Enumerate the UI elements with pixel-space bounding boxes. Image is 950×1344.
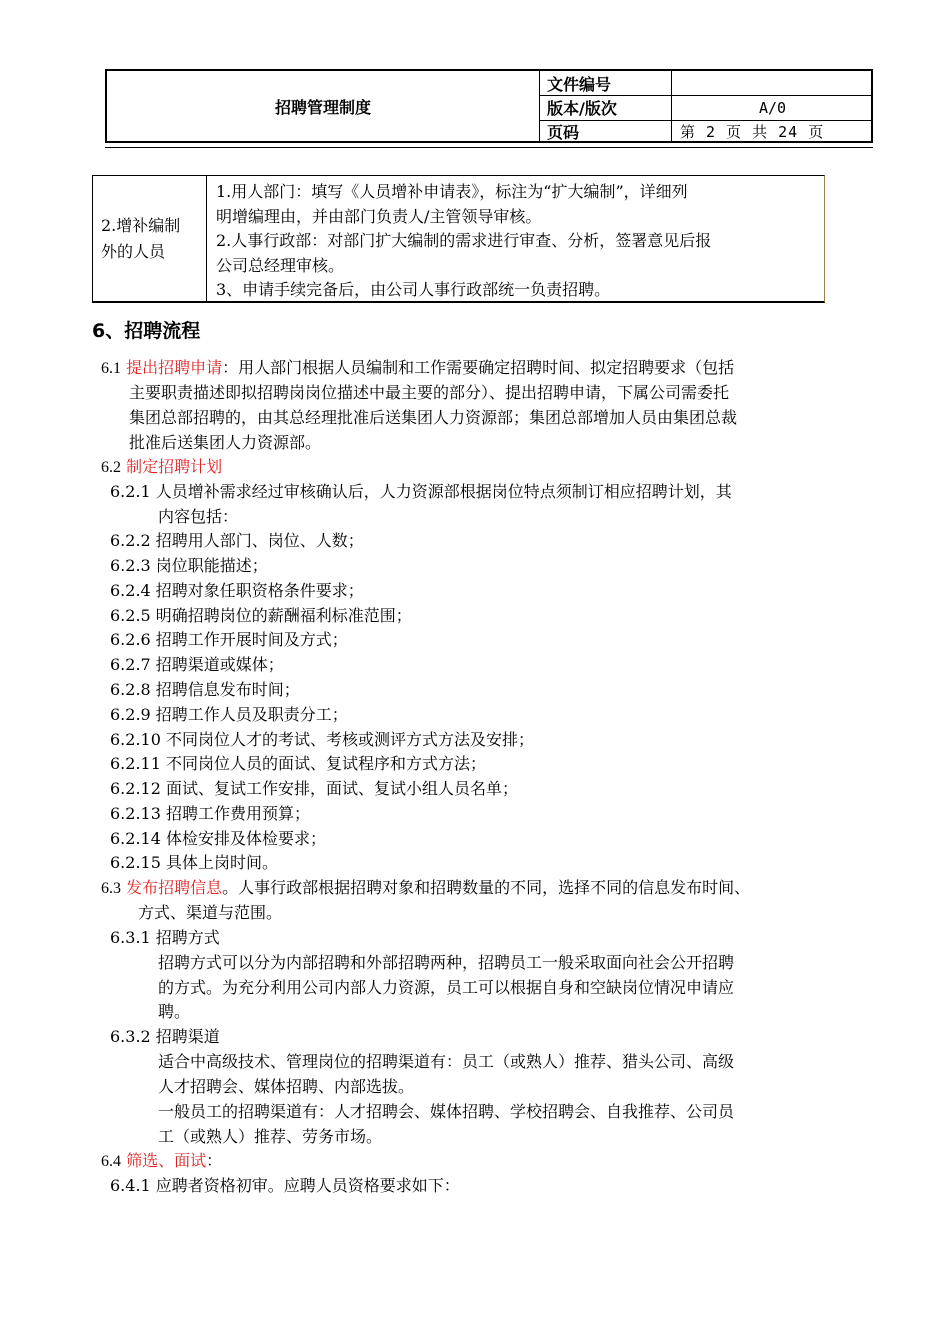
- list-item: 6.2.7 招聘渠道或媒体；: [110, 655, 284, 674]
- para-6-1-line: 主要职责描述即拟招聘岗岗位描述中最主要的部分）、提出招聘申请，下属公司需委托: [129, 383, 730, 402]
- document-title: 招聘管理制度: [107, 71, 540, 141]
- para-6-2-heading: [101, 455, 222, 480]
- doc-no-value: [672, 71, 873, 95]
- table-right-line: 明增编理由，并由部门负责人/主管领导审核。: [216, 206, 542, 226]
- list-item: 内容包括：: [158, 507, 239, 526]
- item-text: 。人事行政部根据招聘对象和招聘数量的不同，选择不同的信息发布时间、: [222, 878, 751, 897]
- paragraph-line: 一般员工的招聘渠道有：人才招聘会、媒体招聘、学校招聘会、自我推荐、公司员: [158, 1102, 735, 1121]
- paragraph-line: 聘。: [158, 1002, 191, 1021]
- list-item: 6.2.3 岗位职能描述；: [110, 556, 268, 575]
- list-item: 6.3.1 招聘方式: [110, 928, 220, 947]
- header-row-doc-no: [539, 71, 873, 96]
- table-right-line: 3、申请手续完备后，由公司人事行政部统一负责招聘。: [216, 280, 611, 299]
- para-6-1-line: [101, 356, 734, 381]
- table-left-cell: [93, 176, 207, 301]
- page-label: 页码: [539, 120, 672, 143]
- item-number: 6.1: [101, 360, 121, 377]
- list-item: 6.2.13 招聘工作费用预算；: [110, 804, 310, 823]
- list-item: 6.2.9 招聘工作人员及职责分工；: [110, 705, 348, 724]
- item-number: 6.2: [101, 459, 121, 476]
- item-number: 6.3: [101, 880, 121, 897]
- para-6-3-line: 方式、渠道与范围。: [138, 903, 283, 922]
- list-item: 6.2.10 不同岗位人才的考试、考核或测评方式方法及安排；: [110, 730, 534, 749]
- list-item: 6.2.2 招聘用人部门、岗位、人数；: [110, 531, 364, 550]
- table-right-line: 1.用人部门：填写《人员增补申请表》，标注为“扩大编制”，详细列: [216, 182, 688, 201]
- section-title: 6、招聘流程: [92, 320, 201, 342]
- item-keyword: 制定招聘计划: [126, 457, 223, 476]
- list-item: 6.2.15 具体上岗时间。: [110, 853, 278, 872]
- paragraph-line: 人才招聘会、媒体招聘、内部选拔。: [158, 1077, 415, 1096]
- list-item: 6.2.1 人员增补需求经过审核确认后，人力资源部根据岗位特点须制订相应招聘计划，其: [110, 482, 732, 501]
- paragraph-line: 的方式。为充分利用公司内部人力资源，员工可以根据自身和空缺岗位情况申请应: [158, 978, 735, 997]
- header-row-page: [539, 120, 873, 143]
- para-6-1-line: 集团总部招聘的，由其总经理批准后送集团人力资源部；集团总部增加人员由集团总裁: [129, 408, 738, 427]
- document-header-table: [105, 69, 873, 143]
- item-text: ：: [206, 1151, 223, 1170]
- list-item: 6.2.11 不同岗位人员的面试、复试程序和方式方法；: [110, 754, 486, 773]
- list-item: 6.4.1 应聘者资格初审。应聘人员资格要求如下：: [110, 1176, 460, 1195]
- supplement-table: [92, 175, 825, 303]
- para-6-3-line: [101, 876, 750, 901]
- version-label: 版本/版次: [539, 95, 672, 120]
- paragraph-line: 工（或熟人）推荐、劳务市场。: [158, 1127, 383, 1146]
- list-item: 6.3.2 招聘渠道: [110, 1027, 220, 1046]
- item-keyword: 提出招聘申请: [126, 358, 223, 377]
- para-6-4-heading: [101, 1149, 222, 1174]
- doc-no-label: 文件编号: [539, 71, 672, 95]
- table-right-cell: [207, 176, 824, 303]
- item-text: ：用人部门根据人员编制和工作需要确定招聘时间、拟定招聘要求（包括: [222, 358, 735, 377]
- table-left-line: 外的人员: [101, 242, 166, 261]
- page-value: 第 2 页 共 24 页: [680, 123, 825, 141]
- item-number: 6.4: [101, 1153, 121, 1170]
- list-item: 6.2.12 面试、复试工作安排，面试、复试小组人员名单；: [110, 779, 518, 798]
- item-keyword: 发布招聘信息: [126, 878, 223, 897]
- paragraph-line: 招聘方式可以分为内部招聘和外部招聘两种，招聘员工一般采取面向社会公开招聘: [158, 953, 735, 972]
- item-keyword: 筛选、面试: [126, 1151, 207, 1170]
- para-6-1-line: 批准后送集团人力资源部。: [129, 433, 322, 452]
- list-item: 6.2.14 体检安排及体检要求；: [110, 829, 326, 848]
- header-divider: [105, 147, 873, 148]
- list-item: 6.2.8 招聘信息发布时间；: [110, 680, 300, 699]
- list-item: 6.2.4 招聘对象任职资格条件要求；: [110, 581, 364, 600]
- list-item: 6.2.6 招聘工作开展时间及方式；: [110, 630, 348, 649]
- paragraph-line: 适合中高级技术、管理岗位的招聘渠道有：员工（或熟人）推荐、猎头公司、高级: [158, 1052, 735, 1071]
- list-item: 6.2.5 明确招聘岗位的薪酬福利标准范围；: [110, 606, 412, 625]
- table-right-line: 2.人事行政部：对部门扩大编制的需求进行审查、分析，签署意见后报: [216, 231, 712, 250]
- version-value: A/0: [758, 98, 787, 117]
- table-right-line: 公司总经理审核。: [216, 255, 345, 275]
- header-row-version: [539, 95, 873, 121]
- table-left-line: 2.增补编制: [101, 216, 181, 235]
